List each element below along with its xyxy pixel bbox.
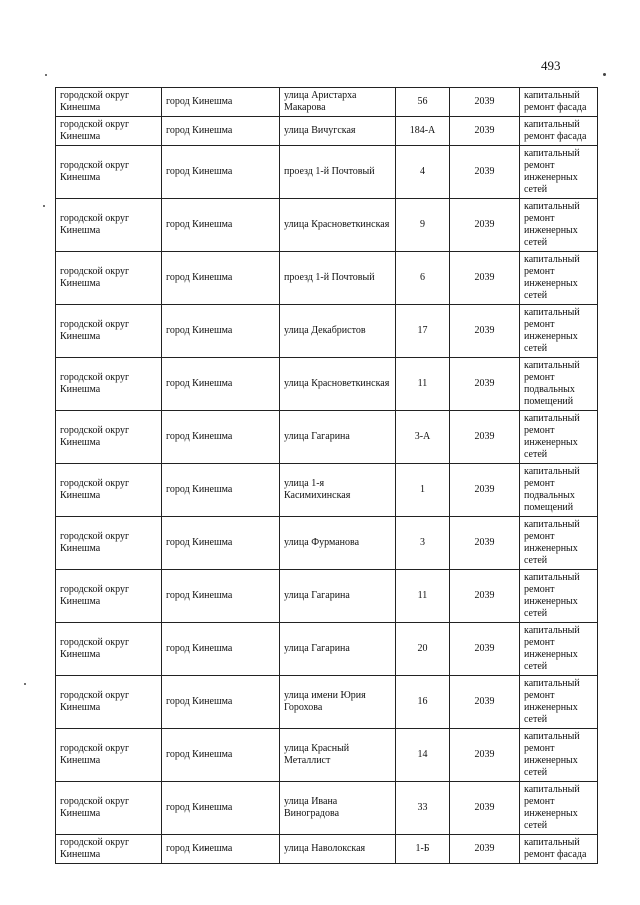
city-cell: город Кинешма bbox=[162, 88, 280, 117]
city-cell: город Кинешма bbox=[162, 729, 280, 782]
municipal-district-cell: городской округ Кинешма bbox=[56, 464, 162, 517]
municipal-district-cell: городской округ Кинешма bbox=[56, 199, 162, 252]
city-cell: город Кинешма bbox=[162, 835, 280, 864]
work-type-cell: капитальный ремонт инженерных сетей bbox=[520, 782, 598, 835]
work-type-cell: капитальный ремонт инженерных сетей bbox=[520, 146, 598, 199]
street-cell: улица Гагарина bbox=[280, 570, 396, 623]
year-cell: 2039 bbox=[450, 835, 520, 864]
house-number-cell: 1-Б bbox=[396, 835, 450, 864]
work-type-cell: капитальный ремонт инженерных сетей bbox=[520, 676, 598, 729]
municipal-district-cell: городской округ Кинешма bbox=[56, 729, 162, 782]
street-cell: проезд 1-й Почтовый bbox=[280, 146, 396, 199]
street-cell: улица Наволокская bbox=[280, 835, 396, 864]
city-cell: город Кинешма bbox=[162, 252, 280, 305]
municipal-district-cell: городской округ Кинешма bbox=[56, 358, 162, 411]
table-row bbox=[56, 835, 598, 864]
year-cell: 2039 bbox=[450, 464, 520, 517]
work-type-cell: капитальный ремонт инженерных сетей bbox=[520, 729, 598, 782]
repair-schedule-table bbox=[55, 87, 598, 864]
street-cell: улица Гагарина bbox=[280, 623, 396, 676]
street-cell: улица Аристарха Макарова bbox=[280, 88, 396, 117]
year-cell: 2039 bbox=[450, 252, 520, 305]
work-type-cell: капитальный ремонт инженерных сетей bbox=[520, 517, 598, 570]
table-row bbox=[56, 252, 598, 305]
table-row bbox=[56, 88, 598, 117]
city-cell: город Кинешма bbox=[162, 623, 280, 676]
municipal-district-cell: городской округ Кинешма bbox=[56, 88, 162, 117]
city-cell: город Кинешма bbox=[162, 570, 280, 623]
city-cell: город Кинешма bbox=[162, 411, 280, 464]
table-row bbox=[56, 729, 598, 782]
work-type-cell: капитальный ремонт фасада bbox=[520, 88, 598, 117]
table-row bbox=[56, 517, 598, 570]
street-cell: улица 1-я Касимихинская bbox=[280, 464, 396, 517]
house-number-cell: 33 bbox=[396, 782, 450, 835]
scan-speck bbox=[43, 205, 45, 207]
table-row bbox=[56, 146, 598, 199]
house-number-cell: 17 bbox=[396, 305, 450, 358]
house-number-cell: 16 bbox=[396, 676, 450, 729]
municipal-district-cell: городской округ Кинешма bbox=[56, 305, 162, 358]
house-number-cell: 6 bbox=[396, 252, 450, 305]
house-number-cell: 3-А bbox=[396, 411, 450, 464]
scan-speck bbox=[24, 683, 26, 685]
year-cell: 2039 bbox=[450, 570, 520, 623]
work-type-cell: капитальный ремонт подвальных помещений bbox=[520, 464, 598, 517]
house-number-cell: 4 bbox=[396, 146, 450, 199]
table-row bbox=[56, 570, 598, 623]
city-cell: город Кинешма bbox=[162, 199, 280, 252]
house-number-cell: 11 bbox=[396, 358, 450, 411]
house-number-cell: 11 bbox=[396, 570, 450, 623]
street-cell: улица Гагарина bbox=[280, 411, 396, 464]
year-cell: 2039 bbox=[450, 517, 520, 570]
table-row bbox=[56, 411, 598, 464]
street-cell: улица Красноветкинская bbox=[280, 358, 396, 411]
year-cell: 2039 bbox=[450, 88, 520, 117]
table-row bbox=[56, 676, 598, 729]
table-row bbox=[56, 358, 598, 411]
table-row bbox=[56, 199, 598, 252]
house-number-cell: 184-А bbox=[396, 117, 450, 146]
city-cell: город Кинешма bbox=[162, 117, 280, 146]
year-cell: 2039 bbox=[450, 199, 520, 252]
work-type-cell: капитальный ремонт инженерных сетей bbox=[520, 570, 598, 623]
city-cell: город Кинешма bbox=[162, 782, 280, 835]
page-number: 493 bbox=[541, 58, 561, 73]
year-cell: 2039 bbox=[450, 782, 520, 835]
year-cell: 2039 bbox=[450, 305, 520, 358]
city-cell: город Кинешма bbox=[162, 464, 280, 517]
municipal-district-cell: городской округ Кинешма bbox=[56, 623, 162, 676]
municipal-district-cell: городской округ Кинешма bbox=[56, 252, 162, 305]
municipal-district-cell: городской округ Кинешма bbox=[56, 411, 162, 464]
table-row bbox=[56, 623, 598, 676]
house-number-cell: 14 bbox=[396, 729, 450, 782]
work-type-cell: капитальный ремонт инженерных сетей bbox=[520, 623, 598, 676]
municipal-district-cell: городской округ Кинешма bbox=[56, 570, 162, 623]
street-cell: улица Вичугская bbox=[280, 117, 396, 146]
work-type-cell: капитальный ремонт фасада bbox=[520, 835, 598, 864]
municipal-district-cell: городской округ Кинешма bbox=[56, 146, 162, 199]
work-type-cell: капитальный ремонт подвальных помещений bbox=[520, 358, 598, 411]
street-cell: улица Декабристов bbox=[280, 305, 396, 358]
table-row bbox=[56, 464, 598, 517]
work-type-cell: капитальный ремонт инженерных сетей bbox=[520, 199, 598, 252]
year-cell: 2039 bbox=[450, 729, 520, 782]
municipal-district-cell: городской округ Кинешма bbox=[56, 517, 162, 570]
year-cell: 2039 bbox=[450, 117, 520, 146]
city-cell: город Кинешма bbox=[162, 146, 280, 199]
year-cell: 2039 bbox=[450, 623, 520, 676]
street-cell: улица Красный Металлист bbox=[280, 729, 396, 782]
year-cell: 2039 bbox=[450, 676, 520, 729]
street-cell: проезд 1-й Почтовый bbox=[280, 252, 396, 305]
house-number-cell: 3 bbox=[396, 517, 450, 570]
city-cell: город Кинешма bbox=[162, 305, 280, 358]
work-type-cell: капитальный ремонт инженерных сетей bbox=[520, 305, 598, 358]
city-cell: город Кинешма bbox=[162, 676, 280, 729]
house-number-cell: 20 bbox=[396, 623, 450, 676]
city-cell: город Кинешма bbox=[162, 358, 280, 411]
house-number-cell: 56 bbox=[396, 88, 450, 117]
table-row bbox=[56, 117, 598, 146]
street-cell: улица Фурманова bbox=[280, 517, 396, 570]
scan-speck bbox=[603, 73, 606, 76]
street-cell: улица Ивана Виноградова bbox=[280, 782, 396, 835]
house-number-cell: 1 bbox=[396, 464, 450, 517]
street-cell: улица Красноветкинская bbox=[280, 199, 396, 252]
street-cell: улица имени Юрия Горохова bbox=[280, 676, 396, 729]
municipal-district-cell: городской округ Кинешма bbox=[56, 835, 162, 864]
municipal-district-cell: городской округ Кинешма bbox=[56, 676, 162, 729]
work-type-cell: капитальный ремонт инженерных сетей bbox=[520, 411, 598, 464]
municipal-district-cell: городской округ Кинешма bbox=[56, 117, 162, 146]
municipal-district-cell: городской округ Кинешма bbox=[56, 782, 162, 835]
table-row bbox=[56, 782, 598, 835]
house-number-cell: 9 bbox=[396, 199, 450, 252]
city-cell: город Кинешма bbox=[162, 517, 280, 570]
scan-speck bbox=[45, 74, 47, 76]
year-cell: 2039 bbox=[450, 146, 520, 199]
year-cell: 2039 bbox=[450, 358, 520, 411]
work-type-cell: капитальный ремонт фасада bbox=[520, 117, 598, 146]
work-type-cell: капитальный ремонт инженерных сетей bbox=[520, 252, 598, 305]
table-row bbox=[56, 305, 598, 358]
year-cell: 2039 bbox=[450, 411, 520, 464]
